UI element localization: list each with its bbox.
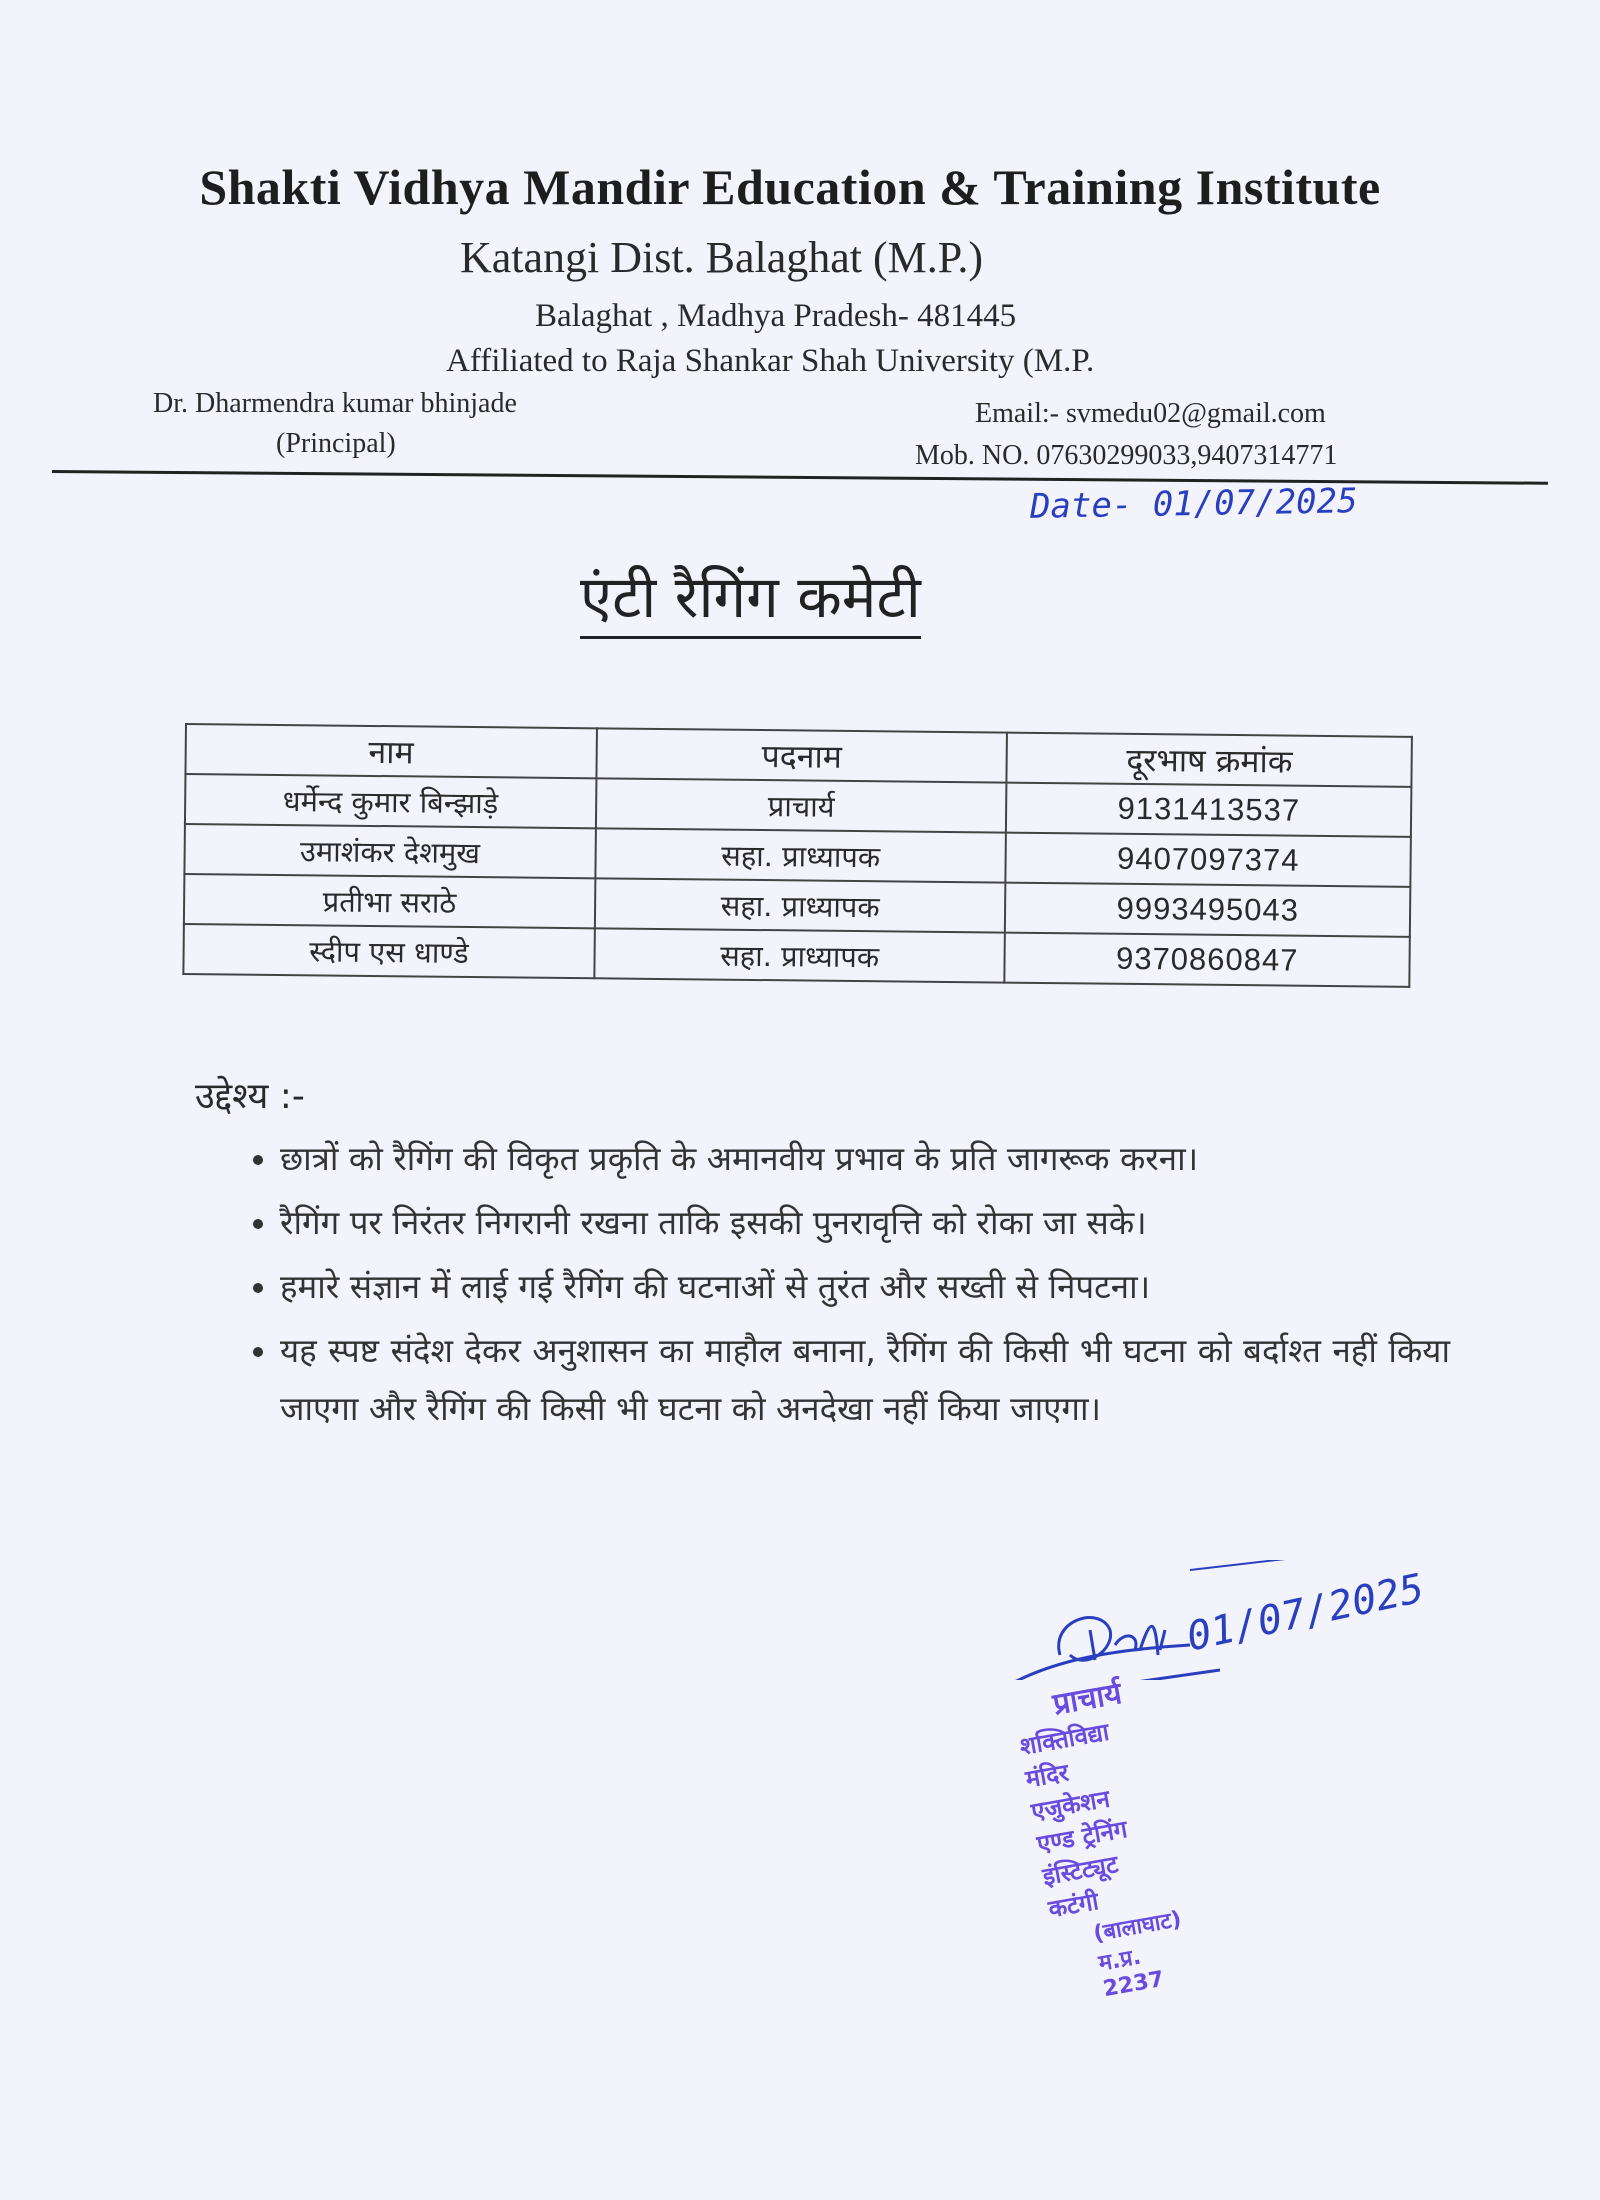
member-name: धर्मेन्द कुमार बिन्झाड़े — [185, 774, 596, 828]
institute-name: Shakti Vidhya Mandir Education & Training Institute — [199, 159, 1381, 215]
member-designation: प्राचार्य — [596, 778, 1007, 832]
stamp-line: शक्तिविद्या मंदिर एजुकेशन — [1017, 1717, 1112, 1826]
official-stamp — [1010, 1668, 1193, 2009]
member-phone: 9131413537 — [1006, 783, 1411, 837]
affiliation: Affiliated to Raja Shankar Shah University (M.P. — [446, 343, 1095, 379]
header-name: नाम — [185, 724, 596, 778]
objective-item: • यह स्पष्ट संदेश देकर अनुशासन का माहौल बनाना, रैगिंग की किसी भी घटना को बर्दाश्त नहीं किया जाएगा और रैगिंग की किसी भी घटना को अनदेखा नहीं किया जाएगा। — [280, 1322, 1450, 1438]
member-phone: 9370860847 — [1005, 933, 1410, 987]
stamp-line: एण्ड ट्रेनिंग इंस्टिट्यूट कटंगी — [1034, 1815, 1130, 1924]
document-title: एंटी रैगिंग कमेटी — [580, 555, 921, 639]
signature-date: 01/07/2025 — [1182, 1565, 1428, 1661]
institute-address: Balaghat , Madhya Pradesh- 481445 — [535, 298, 1017, 334]
member-phone: 9993495043 — [1005, 883, 1410, 937]
stamp-line: (बालाघाट) म.प्र. 2237 — [1091, 1906, 1184, 2003]
mobile-numbers: Mob. NO. 07630299033,9407314771 — [915, 440, 1338, 471]
member-designation: सहा. प्राध्यापक — [594, 928, 1005, 982]
email: Email:- svmedu02@gmail.com — [975, 398, 1326, 429]
member-phone: 9407097374 — [1006, 833, 1411, 887]
member-name: उमाशंकर देशमुख — [184, 824, 595, 878]
principal-title: (Principal) — [276, 428, 396, 459]
principal-name: Dr. Dharmendra kumar bhinjade — [153, 388, 517, 419]
institute-location: Katangi Dist. Balaghat (M.P.) — [460, 233, 984, 282]
handwritten-date: Date- 01/07/2025 — [1029, 481, 1358, 527]
member-name: स्दीप एस धाण्डे — [183, 924, 594, 978]
member-name: प्रतीभा सराठे — [184, 874, 595, 928]
objective-item: • छात्रों को रैगिंग की विकृत प्रकृति के अमानवीय प्रभाव के प्रति जागरूक करना। — [280, 1130, 1450, 1188]
member-designation: सहा. प्राध्यापक — [595, 878, 1006, 932]
objective-item: • रैगिंग पर निरंतर निगरानी रखना ताकि इसकी पुनरावृत्ति को रोका जा सके। — [280, 1194, 1450, 1252]
header-phone: दूरभाष क्रमांक — [1007, 733, 1412, 787]
header-designation: पदनाम — [596, 728, 1007, 782]
stamp-line: प्राचार्य — [1050, 1675, 1125, 1723]
objectives-list — [230, 1130, 1450, 1444]
objective-item: • हमारे संज्ञान में लाई गई रैगिंग की घटनाओं से तुरंत और सख्ती से निपटना। — [280, 1258, 1450, 1316]
objectives-heading: उद्देश्य :- — [195, 1076, 305, 1117]
member-designation: सहा. प्राध्यापक — [595, 828, 1006, 882]
committee-table — [182, 723, 1413, 988]
